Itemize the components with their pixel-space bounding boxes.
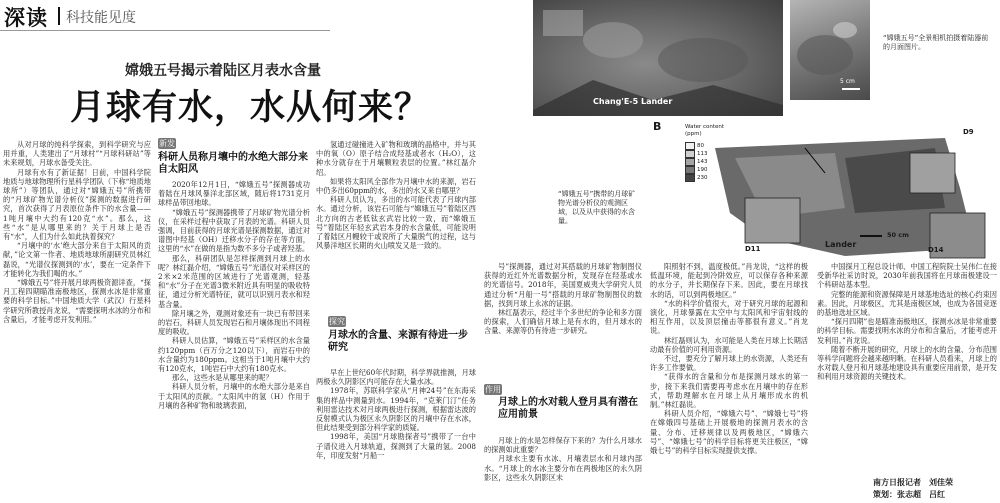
intro-paragraph: 从对月球的纯科学探索，到科学研究与应用并重，人类建出了“月球村”“月球科研站”等未来规划，月球水备受关注。 — [3, 140, 151, 168]
legend — [685, 142, 708, 182]
masthead-section: 深读 — [4, 6, 48, 30]
top-scale-bar — [842, 88, 860, 90]
caption-top-right: “嫦娥五号”全景相机拍摄着陆器前的月面图片。 — [883, 34, 989, 51]
section3-heading: 月球上的水对载人登月具有潜在应用前景 — [498, 397, 638, 420]
map-label-lander: Lander — [825, 240, 857, 249]
map-graphic — [645, 118, 995, 260]
body-paragraph: 2020年12月1日，“嫦娥五号”探测器成功着陆在月球风暴洋北部区域，随后将1731克月球样品带回地球。 — [158, 180, 310, 208]
body-paragraph: 中国探月工程总设计师、中国工程院院士吴伟仁在接受新华社采访时说，2030年前我国将在月球南极建设一个科研站基本型。 — [817, 262, 997, 290]
top-scale-label: 5 cm — [840, 78, 855, 85]
section-tag-explore: 探究 — [329, 317, 345, 326]
intro-paragraph: 月球有水有了新证据！日前，中国科学院地质与地球物理所行星科学团队（下称“地质地球所”）等团队，通过对“嫦娥五号”所携带的“月球矿物光谱分析仪”探测的数据进行研究，首次获得了月表原位条件下的水含量——1吨月壤中大约有120克“水”。那么，这些“水”是从哪里来的？关于月球上是否有“水”，人们为什么如此执着探究？ — [3, 167, 151, 242]
body-paragraph: 随着不断开展的研究，月球上的水的含量、分布范围等科学问题将会越来越明晰。在科研人员看来，月球上的水对载人登月和月球基地建设具有重要应用前景，是开发和利用月球资源的关键技术。 — [817, 344, 997, 382]
body-paragraph: 完整的能源和资源保障是月球基地选址的核心约束因素。因此，月球极区，尤其是南极区域，也成为各国竞逐的基地选址区域。 — [817, 289, 997, 318]
body-paragraph: 1998年，美国“月球勘探者号”携带了一台中子谱仪进入月球轨道，探测到了大量的氢。2008年，印度发射“月船一 — [316, 432, 476, 460]
body-paragraph: “获得水的含量和分布是探测月球水的第一步，接下来我们需要再考虑水在月壤中的存在形式，帮助理解水在月球上从月壤形成水的机制。”林红磊说。 — [650, 372, 808, 410]
body-paragraph: 科研人员介绍，“嫦娥六号”、“嫦娥七号”将在嫦娥四号基础上开展极地的探测月表水的含量、分布、迁移规律以及两极地区，“嫦娥六号”、“嫦娥七号”的科学目标将更关注极区，“嫦娥七号”的科学目标实现提供支撑。 — [650, 409, 808, 456]
body-paragraph: 科研人员分析，月壤中的水绝大部分是来自于太阳风的贡献。“太阳风中的氢（H）作用于月壤的各种矿物和玻璃表面， — [158, 382, 310, 410]
byline-planner: 策划：张志超 吕红 — [873, 489, 945, 499]
legend-value: 143 — [697, 159, 708, 165]
section-tag-role: 作用 — [485, 385, 501, 394]
column5 — [650, 262, 808, 502]
body-paragraph: 号”探测器，通过对其搭载的月球矿物制图仪获得的近红外光谱数据分析，发现存在羟基或水的光谱信号。2018年，美国夏威夷大学研究人员通过分析“月船一号”搭载的月球矿物制图仪的数据，找到月球上永冰的证据。 — [484, 262, 642, 308]
panoramic-camera-photo — [790, 0, 870, 100]
legend-value: 113 — [697, 151, 708, 157]
body-paragraph: 科研人员估算，“嫦娥五号”采样区的水含量约120ppm（百万分之120以下），而岩石中的水含量约为180ppm。这相当于1吨月壤中大约有120克水，1吨岩石中大约有180克水。 — [158, 336, 310, 374]
section1-heading: 科研人员称月壤中的水绝大部分来自太阳风 — [158, 152, 308, 175]
body-paragraph: 那么，科研团队是怎样探测到月球上的水呢？林红磊介绍，“嫦娥五号”光谱仪对采样区的2米×2米范围的区域进行了光谱观测，轻基和“水”分子在光谱3微米附近具有明显的吸收特征，通过分析光谱特征，就可以识别月表水和羟基含量。 — [158, 253, 310, 309]
caption-mid: “嫦娥五号”携带的月球矿物光谱分析仪的观测区域，以及从中获得的水含量。 — [558, 190, 636, 225]
intro-column — [3, 140, 151, 502]
map-label-d11: D11 — [745, 245, 761, 253]
body-paragraph: 林红磊表示，经过半个多世纪的争论和多方面的探索，人们确信月球上是有水的，但月球水的含量、来源等仍有待进一步研究。 — [484, 308, 642, 336]
byline-reporter: 南方日报记者 刘佳荣 — [873, 477, 953, 487]
map-scale-label: 50 cm — [887, 231, 909, 239]
map-scale-bar — [860, 235, 882, 237]
column6 — [817, 262, 997, 474]
body-paragraph: 科研人员认为，多出的水可能代表了月球内部水。通过分析，该岩石可能与“嫦娥五号”着陆区西北方向的古老低钛玄武岩比较一致，而“嫦娥五号”着陆区年轻玄武岩本身的水含量低，可能说明了着陆区月幔较干或说所了大量脱气的过程，这与风暴洋地区长期的火山喷发又是一致的。 — [316, 195, 476, 251]
intro-paragraph: “嫦娥五号”将开展月球两极资源详查，“探月工程四期瞄准南极地区，探测水冰是非常重要的科学目标。”中国地质大学（武汉）行星科学研究所教授肖龙说，“需要探明水冰的分布和含量后，才能考虑开发利用。” — [3, 278, 151, 324]
body-paragraph: “探月四期”也是瞄准南极地区，探测水冰是非常重要的科学目标。需要找明水冰的分布和含量后，才能考虑开发利用。”肖龙说。 — [817, 317, 997, 345]
masthead-rule — [0, 30, 330, 31]
section2-heading: 月球水的含量、来源有待进一步研究 — [328, 330, 468, 353]
legend-value: 80 — [697, 143, 704, 149]
body-paragraph: 除月壤之外，观测对象还有一块已有带回来的岩石，科研人员发现岩石和月壤体现出不同程度的吸收。 — [158, 308, 310, 337]
legend-value: 190 — [697, 167, 708, 173]
column3-bottom — [316, 368, 476, 502]
masthead-subsection: 科技能见度 — [66, 10, 136, 26]
legend-title: Water content (ppm) — [685, 124, 725, 137]
body-paragraph: 月球水主要有水冰、月壤表层水和月球内部水。“月球上的水冰主要分布在两极地区的永久阴影区，这些永久阴影区未 — [484, 454, 642, 482]
surface-closeup-graphic — [790, 0, 870, 100]
body-paragraph: “嫦娥五号”探测器携带了月球矿物光谱分析仪，在采样过程中获取了月表的光谱。科研人员强调，目前获得的月球光谱是探测数据，通过对谱图中羟基（OH）迁移水分子的存在等方面，这里的“水”在做的是指为数不多分子或者羟基。 — [158, 207, 310, 254]
headline-kicker: 嫦娥五号揭示着陆区月表水含量 — [125, 63, 321, 79]
body-paragraph: 月球上的水是怎样保存下来的？为什么月球水的探测如此重要？ — [484, 436, 642, 455]
lunar-surface-photo — [533, 0, 783, 116]
map-label-d9: D9 — [963, 128, 974, 136]
body-paragraph: 早在上世纪60年代时期，科学界就推测，月球两极永久阴影区内可能存在大量水冰。 — [316, 368, 476, 387]
legend-value: 230 — [697, 175, 708, 181]
headline-title: 月球有水，水从何来？ — [70, 87, 431, 128]
body-paragraph: “水的科学价值很大，对于研究月球的起源和演化，月球暴露在太空中与太阳风和宇宙射线的相互作用，以及顶层撞击等都很有意义。”肖龙说。 — [650, 298, 808, 336]
body-paragraph: 林红磊则认为，水可能是人类在月球上长期活动最有价值的可利用资源。 — [650, 335, 808, 354]
masthead-divider — [58, 7, 60, 25]
body-paragraph: 1978年，苏联科学家从“月神24号”在东海采集的样品中测量到水。1994年，“克莱门汀”任务利用雷达技术对月球两极进行探测，根据雷达波的反射模式认为极区永久阴影区的月壤中存在水冰，但此结果受到部分科学家的质疑。 — [316, 386, 476, 433]
column3-top — [316, 140, 476, 320]
body-paragraph: 不过，要充分了解月球上的水资源，人类还有许多工作要做。 — [650, 354, 808, 373]
body-paragraph: 如果将太阳风全部作为月壤中水的来源，岩石中仍多出60ppm的水，多出的水又来自哪里？ — [316, 176, 476, 196]
column4-bottom — [484, 436, 642, 502]
section-tag-new: 新发 — [159, 139, 175, 148]
body-paragraph: 氢通过碰撞进入矿物和玻璃的晶格中，并与其中的氧（O）原子结合成羟基或者水（H₂O），这种水分就存在于月壤颗粒表层的位置。”林红磊介绍。 — [316, 140, 476, 177]
map-label-d14: D14 — [928, 246, 944, 254]
body-paragraph: 那么，这些水是从哪里来的呢？ — [172, 373, 273, 383]
section1-body — [158, 180, 310, 502]
body-paragraph: 阳照射不到，温度极低。”肖龙说，“这样的极低温环境，能起到冷阱效应，可以保存各种来源的水分子，并长期保存下来。因此，要在月球找水的话，可以到两极地区。” — [650, 262, 808, 299]
masthead — [0, 0, 330, 30]
column4-top — [484, 262, 642, 374]
map-panel-label: B — [653, 120, 662, 133]
water-content-map — [645, 118, 995, 260]
lander-label: Chang'E-5 Lander — [593, 97, 673, 106]
intro-paragraph: “月壤中的‘水’绝大部分来自于太阳风的贡献，”论文第一作者、地质地球所副研究员林红磊说，“光谱仪探测到的‘水’，要在一定条件下才能转化为我们喝的水。” — [3, 241, 151, 278]
